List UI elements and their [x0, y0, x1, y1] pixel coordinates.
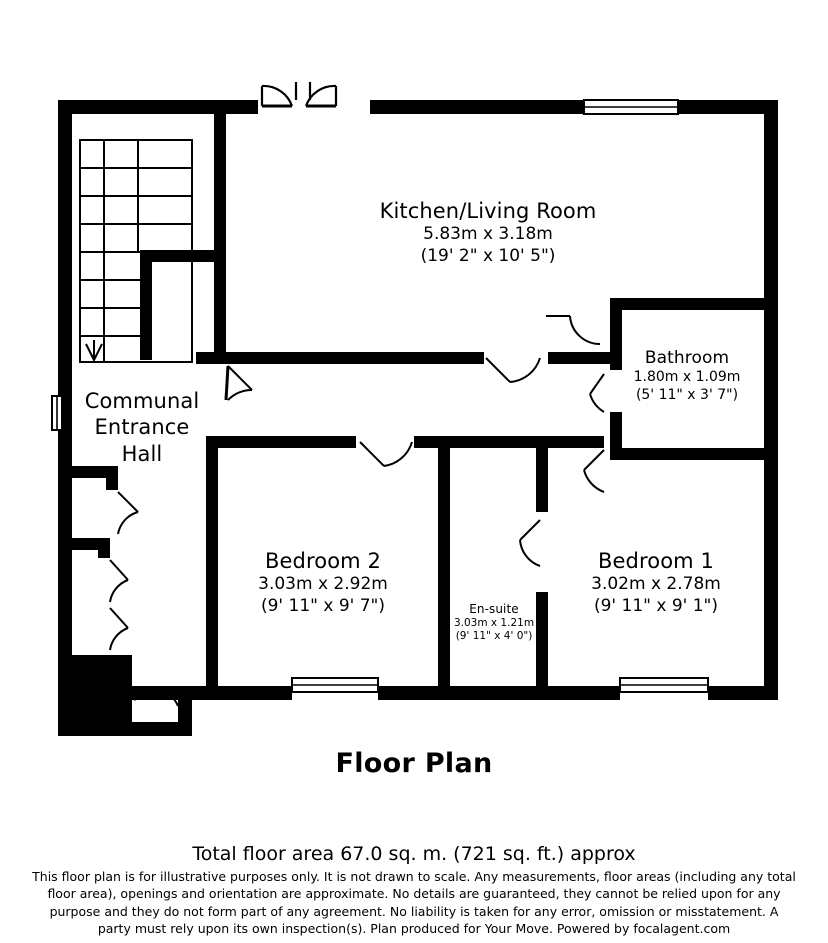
page-title: Floor Plan [335, 748, 493, 779]
room-dims-imperial: (9' 11" x 9' 7") [260, 595, 385, 616]
window-bedroom1-bottom [620, 678, 708, 692]
room-label-communal-entrance-hall [66, 388, 218, 467]
room-name: En-suite [469, 602, 519, 616]
communal-line-3: Hall [121, 441, 163, 466]
room-name: Bedroom 2 [265, 549, 381, 573]
room-dims-imperial: (19' 2" x 10' 5") [420, 245, 556, 266]
room-dims-imperial: (5' 11" x 3' 7") [635, 386, 739, 403]
room-dims-metric: 5.83m x 3.18m [423, 224, 553, 245]
room-label-bathroom [608, 348, 766, 404]
window-kitchen-top [584, 100, 678, 114]
room-dims-imperial: (9' 11" x 4' 0") [455, 630, 533, 643]
room-dims-metric: 3.03m x 2.92m [258, 574, 388, 595]
total-floor-area: Total floor area 67.0 sq. m. (721 sq. ft.) approx [192, 843, 636, 865]
room-label-en-suite [450, 602, 538, 643]
room-name: Bathroom [644, 348, 730, 368]
communal-line-1: Communal [84, 389, 200, 413]
room-label-bedroom-1 [548, 548, 764, 617]
communal-line-2: Entrance [94, 415, 190, 440]
window-entrance-left [52, 396, 62, 430]
room-name: Bedroom 1 [598, 549, 714, 573]
window-bedroom2-bottom [292, 678, 378, 692]
room-dims-metric: 1.80m x 1.09m [633, 369, 741, 386]
room-dims-metric: 3.02m x 2.78m [591, 574, 721, 595]
disclaimer-text: This floor plan is for illustrative purposes only. It is not drawn to scale. Any measurements, floor areas (including any total floor area), openings and orientation are approximate. No details are guaranteed, they cannot be relied upon for any purpose and they do not form part of any agreement. No liability is taken for any error, omission or misstatement. A party must rely upon its own inspection(s). Plan produced for Your Move. Powered by focalagent.com [32, 869, 796, 936]
room-label-bedroom-2 [208, 548, 438, 617]
room-dims-imperial: (9' 11" x 9' 1") [593, 595, 718, 616]
room-dims-metric: 3.03m x 1.21m [453, 617, 535, 629]
room-name: Kitchen/Living Room [379, 199, 597, 223]
room-label-kitchen-living-room [348, 198, 628, 267]
